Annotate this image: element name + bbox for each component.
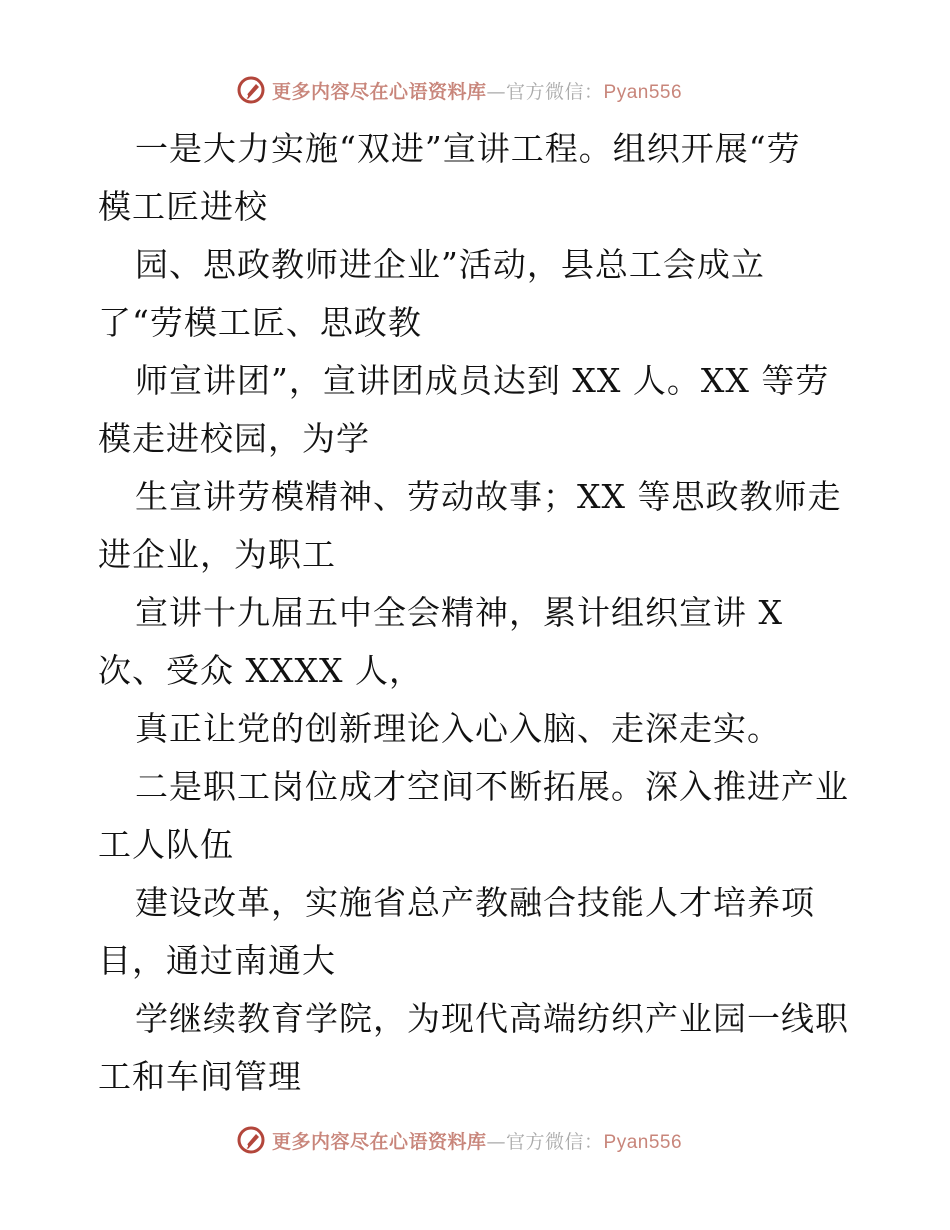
watermark-text xyxy=(272,1127,682,1154)
watermark-id: Pyan556 xyxy=(603,1131,683,1153)
text-line: 目，通过南通大 xyxy=(98,941,336,980)
text-line: 建设改革，实施省总产教融合技能人才培养项 xyxy=(135,883,815,922)
text-line: 模走进校园，为学 xyxy=(98,419,370,458)
text-line: 学继续教育学院，为现代高端纺织产业园一线职 xyxy=(135,999,849,1038)
watermark-label: 官方微信： xyxy=(506,1130,604,1153)
watermark-text xyxy=(272,77,682,104)
pen-circle-logo-icon xyxy=(236,75,266,105)
text-line: 模工匠进校 xyxy=(98,187,268,226)
text-line: 生宣讲劳模精神、劳动故事；XX 等思政教师走 xyxy=(135,477,842,516)
text-line: 真正让党的创新理论入心入脑、走深走实。 xyxy=(135,709,781,748)
text-line: 师宣讲团”，宣讲团成员达到 XX 人。XX 等劳 xyxy=(135,361,830,400)
text-line: 工人队伍 xyxy=(98,825,234,864)
text-line: 二是职工岗位成才空间不断拓展。深入推进产业 xyxy=(135,767,849,806)
footer-watermark xyxy=(236,1123,682,1157)
text-line: 工和车间管理 xyxy=(98,1057,302,1096)
watermark-id: Pyan556 xyxy=(603,81,683,103)
watermark-dash: — xyxy=(486,1130,507,1153)
text-line: 了“劳模工匠、思政教 xyxy=(98,303,422,342)
header-watermark xyxy=(236,73,682,107)
text-line: 次、受众 XXXX 人， xyxy=(98,651,423,690)
text-line: 一是大力实施“双进”宣讲工程。组织开展“劳 xyxy=(135,129,801,168)
watermark-label: 官方微信： xyxy=(506,80,604,103)
text-line: 进企业，为职工 xyxy=(98,535,336,574)
watermark-main-text: 更多内容尽在心语资料库 xyxy=(272,1130,487,1153)
watermark-dash: — xyxy=(486,80,507,103)
watermark-main-text: 更多内容尽在心语资料库 xyxy=(272,80,487,103)
text-line: 园、思政教师进企业”活动，县总工会成立 xyxy=(135,245,765,284)
text-line: 宣讲十九届五中全会精神，累计组织宣讲 X xyxy=(135,593,783,632)
document-body xyxy=(98,120,868,1106)
pen-circle-logo-icon xyxy=(236,1125,266,1155)
